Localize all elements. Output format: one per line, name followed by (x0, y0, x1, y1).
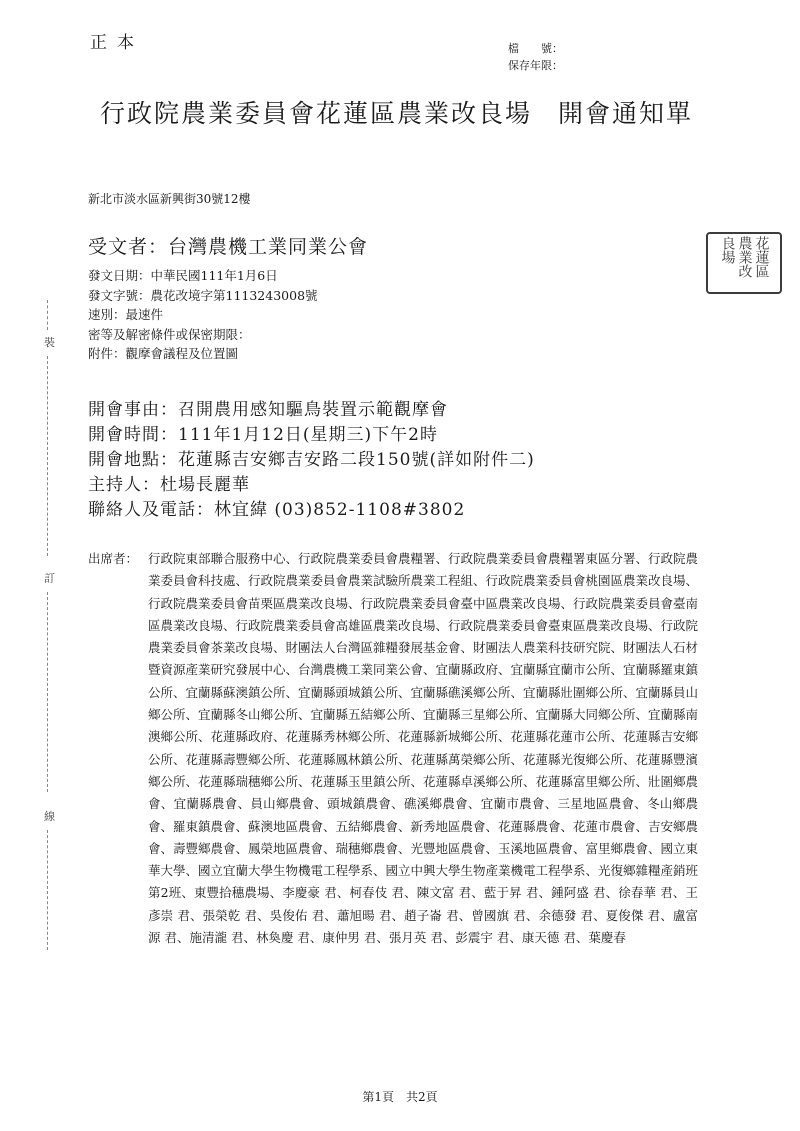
meeting-subject: 開會事由：召開農用感知驅鳥裝置示範觀摩會 (88, 400, 448, 420)
binding-line (47, 300, 49, 330)
meeting-host: 主持人：杜場長麗華 (88, 475, 250, 495)
meeting-place: 開會地點：花蓮縣吉安鄉吉安路二段150號(詳如附件二) (88, 450, 535, 470)
attachments: 附件：觀摩會議程及位置圖 (88, 346, 239, 361)
page-total: 共2頁 (406, 1090, 438, 1104)
classification: 密等及解密條件或保密期限： (88, 326, 251, 342)
binding-mark-line: 線 (44, 810, 55, 823)
binding-line (47, 830, 49, 950)
recipient: 受文者：台灣農機工業同業公會 (88, 236, 369, 258)
recipient-address: 新北市淡水區新興街30號12樓 (88, 192, 251, 206)
document-type: 開會通知單 (558, 99, 694, 128)
file-meta (508, 40, 563, 74)
meeting-details (88, 398, 535, 523)
attendees-section (88, 548, 698, 949)
document-fields (88, 266, 318, 364)
page-number: 第1頁 (362, 1090, 394, 1104)
retention-label: 保存年限： (508, 59, 563, 72)
issue-date: 發文日期：中華民國111年1月6日 (88, 268, 278, 283)
agency-name: 行政院農業委員會花蓮區農業改良場 (100, 99, 533, 128)
official-seal: 花蓮區農業改良場 (706, 232, 782, 294)
document-title (100, 94, 693, 130)
meeting-contact: 聯絡人及電話：林宜緯 (03)852-1108#3802 (88, 500, 466, 520)
binding-mark-bind: 裝 (44, 336, 55, 349)
attendees-label: 出席者： (88, 551, 139, 566)
meeting-time: 開會時間：111年1月12日(星期三)下午2時 (88, 425, 438, 445)
binding-mark-staple: 訂 (44, 572, 55, 585)
binding-line (47, 592, 49, 792)
page-footer (0, 1088, 800, 1105)
retention-row (508, 57, 563, 74)
file-number-label: 檔 號： (508, 42, 563, 55)
document-number: 發文字號：農花改境字第1113243008號 (88, 287, 318, 303)
copy-label: 正本 (90, 33, 144, 53)
binding-line (47, 356, 49, 556)
attendees-list: 行政院東部聯合服務中心、行政院農業委員會農糧署、行政院農業委員會農糧署東區分署、行政院農業委員會科技處、行政院農業委員會農業試驗所農業工程組、行政院農業委員會桃園區農業改良場、行政院農業委員會苗栗區農業改良場、行政院農業委員會臺中區農業改良場、行政院農業委員會臺南區農業改良場、行政院農業委員會高雄區農業改良場、行政院農業委員會臺東區農業改良場、行政院農業委員會茶業改良場、財團法人台灣區雜糧發展基金會、財團法人農業科技研究院、財團法人石材暨資源產業研究發展中心、台灣農機工業同業公會、宜蘭縣政府、宜蘭縣宜蘭市公所、宜蘭縣羅東鎮公所、宜蘭縣蘇澳鎮公所、宜蘭縣頭城鎮公所、宜蘭縣礁溪鄉公所、宜蘭縣壯圍鄉公所、宜蘭縣員山鄉公所、宜蘭縣冬山鄉公所、宜蘭縣五結鄉公所、宜蘭縣三星鄉公所、宜蘭縣大同鄉公所、宜蘭縣南澳鄉公所、花蓮縣政府、花蓮縣秀林鄉公所、花蓮縣新城鄉公所、花蓮縣花蓮市公所、花蓮縣吉安鄉公所、花蓮縣壽豐鄉公所、花蓮縣鳳林鎮公所、花蓮縣萬榮鄉公所、花蓮縣光復鄉公所、花蓮縣豐濱鄉公所、花蓮縣瑞穗鄉公所、花蓮縣玉里鎮公所、花蓮縣卓溪鄉公所、花蓮縣富里鄉公所、壯圍鄉農會、宜蘭縣農會、員山鄉農會、頭城鎮農會、礁溪鄉農會、宜蘭市農會、三星地區農會、冬山鄉農會、羅東鎮農會、蘇澳地區農會、五結鄉農會、新秀地區農會、花蓮縣農會、花蓮市農會、吉安鄉農會、壽豐鄉農會、鳳榮地區農會、瑞穗鄉農會、光豐地區農會、玉溪地區農會、富里鄉農會、國立東華大學、國立宜蘭大學生物機電工程學系、國立中興大學生物產業機電工程學系、光復鄉雜糧產銷班第2班、東豐拾穗農場、李慶豪 君、柯春伎 君、陳文富 君、藍于昇 君、鍾阿盛 君、徐春華 君、王彥崇 君、張榮乾 君、吳俊佑 君、蕭旭暘 君、趙子崙 君、曾國旗 君、余德發 君、夏俊傑 君、盧富源 君、施清瀧 君、林奐慶 君、康仲男 君、張月英 君、彭震宇 君、康天德 君、葉慶春 (148, 551, 699, 946)
file-number-row (508, 40, 563, 57)
urgency: 速別：最速件 (88, 307, 164, 322)
